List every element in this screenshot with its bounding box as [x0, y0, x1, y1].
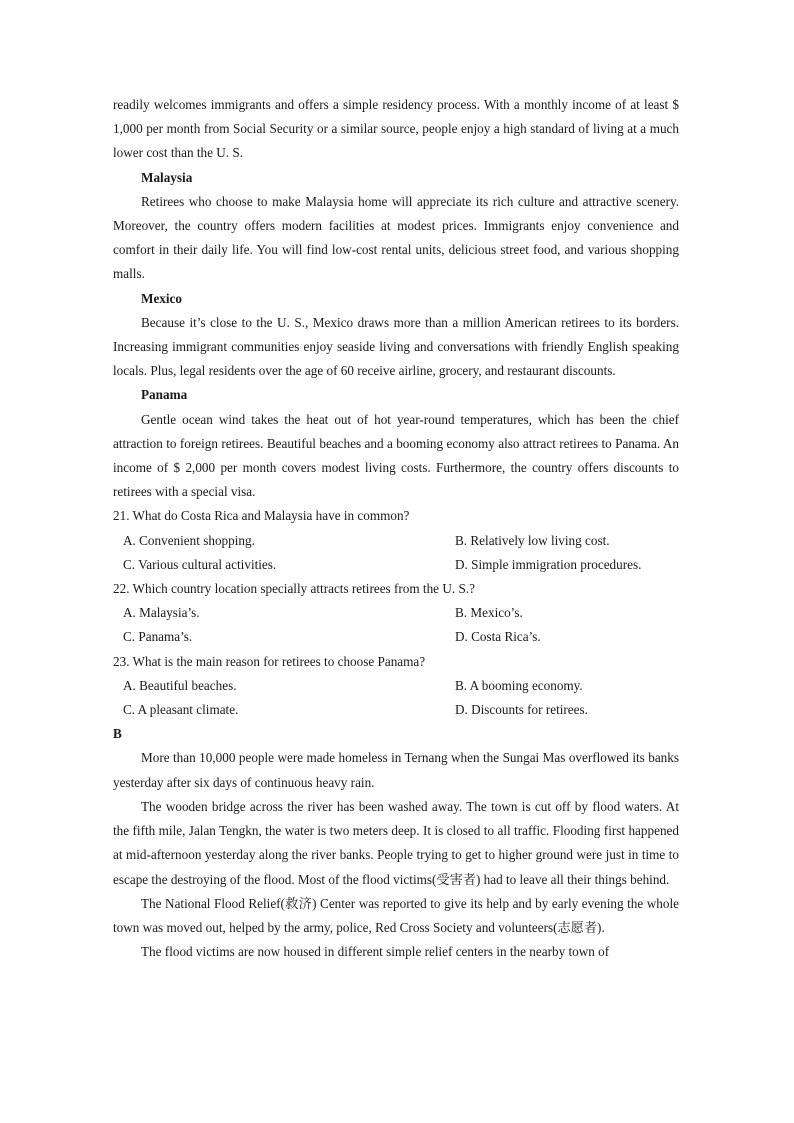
section-heading-malaysia: Malaysia — [141, 169, 193, 185]
document-page — [113, 93, 679, 964]
question-23-option-b: B. A booming economy. — [455, 677, 583, 693]
passage-b-paragraph: More than 10,000 people were made homeless in Ternang when the Sungai Mas overflowed its banks yesterday after six days of continuous heavy rain. — [113, 750, 679, 790]
section-heading-mexico: Mexico — [141, 290, 183, 306]
question-23-stem: 23. What is the main reason for retirees to choose Panama? — [113, 653, 426, 669]
passage-b-paragraph: The National Flood Relief(救济) Center was reported to give its help and by early evening the whole town was moved out, helped by the army, police, Red Cross Society and volunteers(志愿者). — [113, 895, 679, 935]
question-23-option-d: D. Discounts for retirees. — [455, 702, 588, 718]
section-heading-panama: Panama — [141, 387, 188, 403]
section-body-panama: Gentle ocean wind takes the heat out of hot year-round temperatures, which has been the chief attraction to foreign retirees. Beautiful beaches and a booming economy also attract retirees to Panama. An income of $ 2,000 per month covers modest living costs. Furthermore, the country offers discounts to retirees with a special visa. — [113, 411, 679, 500]
question-21-option-d: D. Simple immigration procedures. — [455, 556, 642, 572]
question-23-options — [113, 674, 679, 722]
passage-a-intro: readily welcomes immigrants and offers a simple residency process. With a monthly income of at least $ 1,000 per month from Social Security or a similar source, people enjoy a high standard of living at a much lower cost than the U. S. — [113, 97, 679, 161]
question-22-option-b: B. Mexico’s. — [455, 605, 523, 621]
question-21-option-c: C. Various cultural activities. — [123, 556, 277, 572]
question-21-options — [113, 529, 679, 577]
question-22-options — [113, 601, 679, 649]
question-22-option-a: A. Malaysia’s. — [123, 605, 200, 621]
section-body-malaysia: Retirees who choose to make Malaysia home will appreciate its rich culture and attractive scenery. Moreover, the country offers modern facilities at modest prices. Immigrants enjoy convenience and comfort in their daily life. You will find low-cost rental units, delicious street food, and various shopping malls. — [113, 193, 679, 282]
passage-b-paragraph: The flood victims are now housed in different simple relief centers in the nearby town of — [141, 944, 610, 960]
question-21-stem: 21. What do Costa Rica and Malaysia have in common? — [113, 508, 410, 524]
question-23-option-a: A. Beautiful beaches. — [123, 677, 237, 693]
question-23-option-c: C. A pleasant climate. — [123, 702, 239, 718]
question-21-option-b: B. Relatively low living cost. — [455, 532, 610, 548]
question-22-option-c: C. Panama’s. — [123, 629, 193, 645]
question-22-option-d: D. Costa Rica’s. — [455, 629, 541, 645]
section-body-mexico: Because it’s close to the U. S., Mexico draws more than a million American retirees to its borders. Increasing immigrant communities enjoy seaside living and conversations with friendly English speaking locals. Plus, legal residents over the age of 60 receive airline, grocery, and restaurant discounts. — [113, 314, 679, 379]
question-21-option-a: A. Convenient shopping. — [123, 532, 255, 548]
passage-b-paragraph: The wooden bridge across the river has been washed away. The town is cut off by flood waters. At the fifth mile, Jalan Tengkn, the water is two meters deep. It is closed to all traffic. Flooding first happened at mid-afternoon yesterday along the river banks. People trying to get to higher ground were just in time to escape the destroying of the flood. Most of the flood victims(受害者) had to leave all their things behind. — [113, 798, 679, 887]
passage-b-label: B — [113, 726, 122, 742]
question-22-stem: 22. Which country location specially attracts retirees from the U. S.? — [113, 581, 475, 597]
